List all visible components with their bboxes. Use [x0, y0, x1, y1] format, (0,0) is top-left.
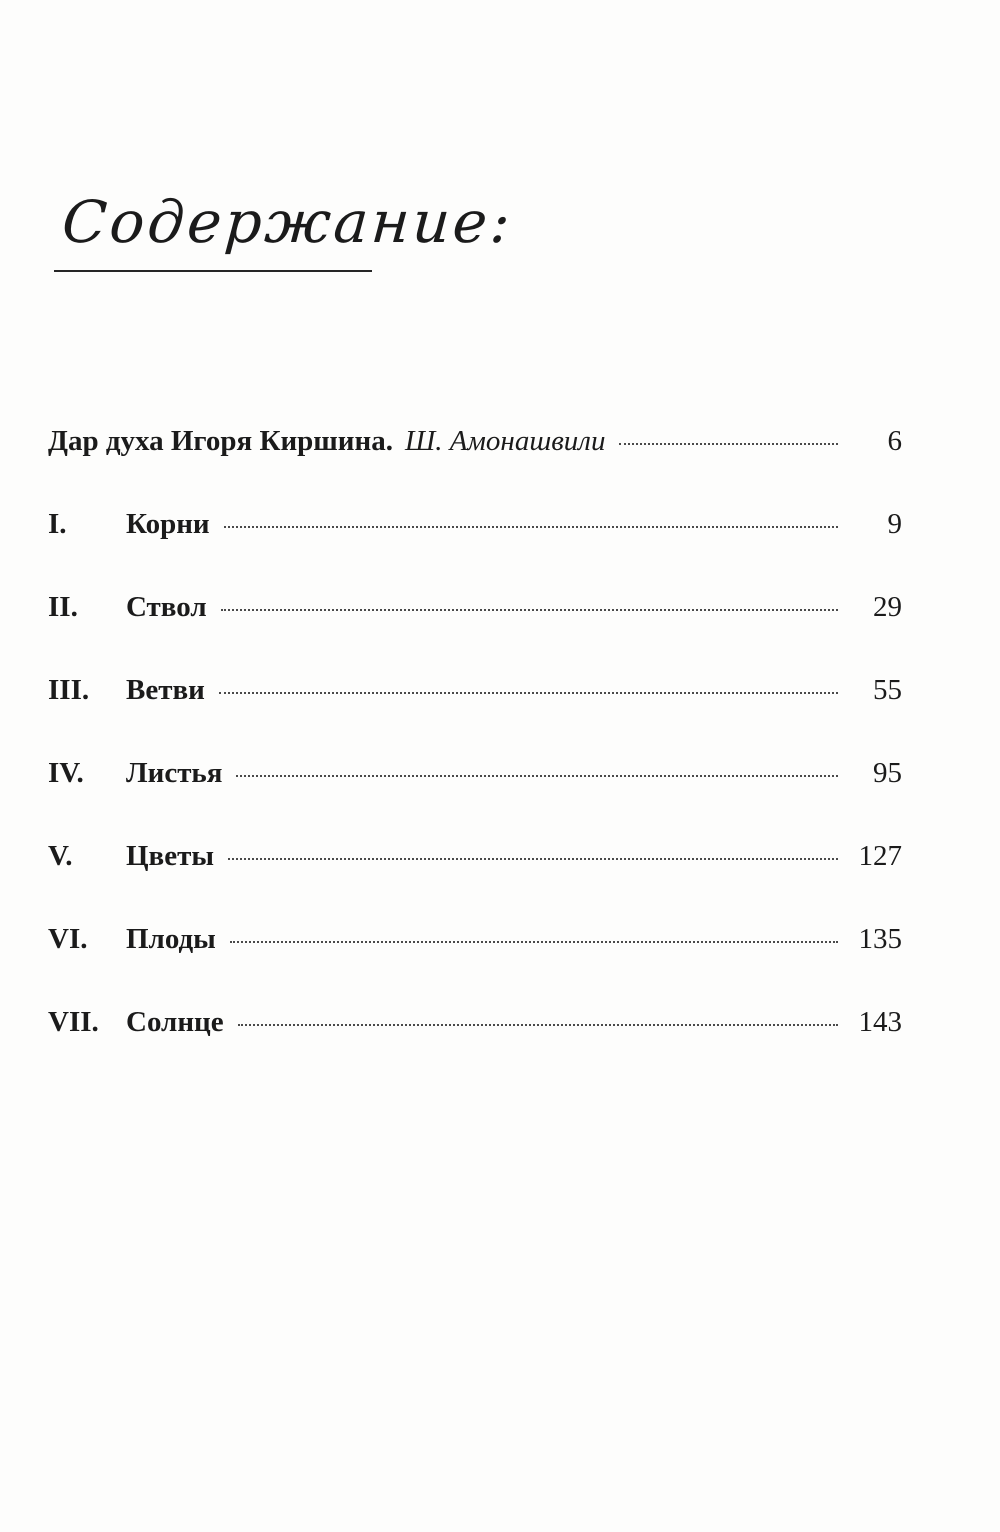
- toc-numeral: II.: [48, 591, 78, 623]
- toc-row: [48, 756, 902, 790]
- toc-page-number: 135: [858, 923, 902, 955]
- dotted-leader: [228, 858, 838, 860]
- toc-title: Листья: [126, 757, 223, 789]
- toc-page-number: 127: [858, 840, 902, 872]
- dotted-leader: [221, 609, 838, 611]
- dotted-leader: [230, 941, 838, 943]
- title-underline: [54, 270, 372, 272]
- toc-numeral: V.: [48, 840, 73, 872]
- toc-page-number: 6: [887, 425, 902, 457]
- dotted-leader: [236, 775, 838, 777]
- toc-row-intro: [48, 424, 902, 458]
- table-of-contents: [48, 424, 902, 1039]
- toc-page-number: 95: [873, 757, 902, 789]
- toc-title: Корни: [126, 508, 210, 540]
- toc-numeral: VI.: [48, 923, 88, 955]
- toc-page-number: 29: [873, 591, 902, 623]
- toc-row: [48, 922, 902, 956]
- toc-page-number: 143: [858, 1006, 902, 1038]
- dotted-leader: [224, 526, 838, 528]
- toc-numeral: IV.: [48, 757, 84, 789]
- toc-title: Плоды: [126, 923, 216, 955]
- dotted-leader: [238, 1024, 838, 1026]
- toc-title: Ветви: [126, 674, 205, 706]
- toc-row: [48, 673, 902, 707]
- toc-page-number: 9: [887, 508, 902, 540]
- dotted-leader: [219, 692, 838, 694]
- toc-row: [48, 507, 902, 541]
- toc-numeral: VII.: [48, 1006, 99, 1038]
- toc-row: [48, 1005, 902, 1039]
- toc-title: Цветы: [126, 840, 214, 872]
- page-header: [60, 188, 902, 272]
- toc-intro-title: Дар духа Игоря Киршина.: [48, 425, 393, 457]
- dotted-leader: [619, 443, 838, 445]
- toc-intro-author: Ш. Амонашвили: [404, 425, 606, 457]
- toc-numeral: I.: [48, 508, 67, 540]
- toc-title: Солнце: [126, 1006, 224, 1038]
- toc-page-number: 55: [873, 674, 902, 706]
- toc-row: [48, 590, 902, 624]
- toc-numeral: III.: [48, 674, 90, 706]
- page-title: Содержание:: [60, 188, 516, 256]
- toc-title: Ствол: [126, 591, 207, 623]
- toc-row: [48, 839, 902, 873]
